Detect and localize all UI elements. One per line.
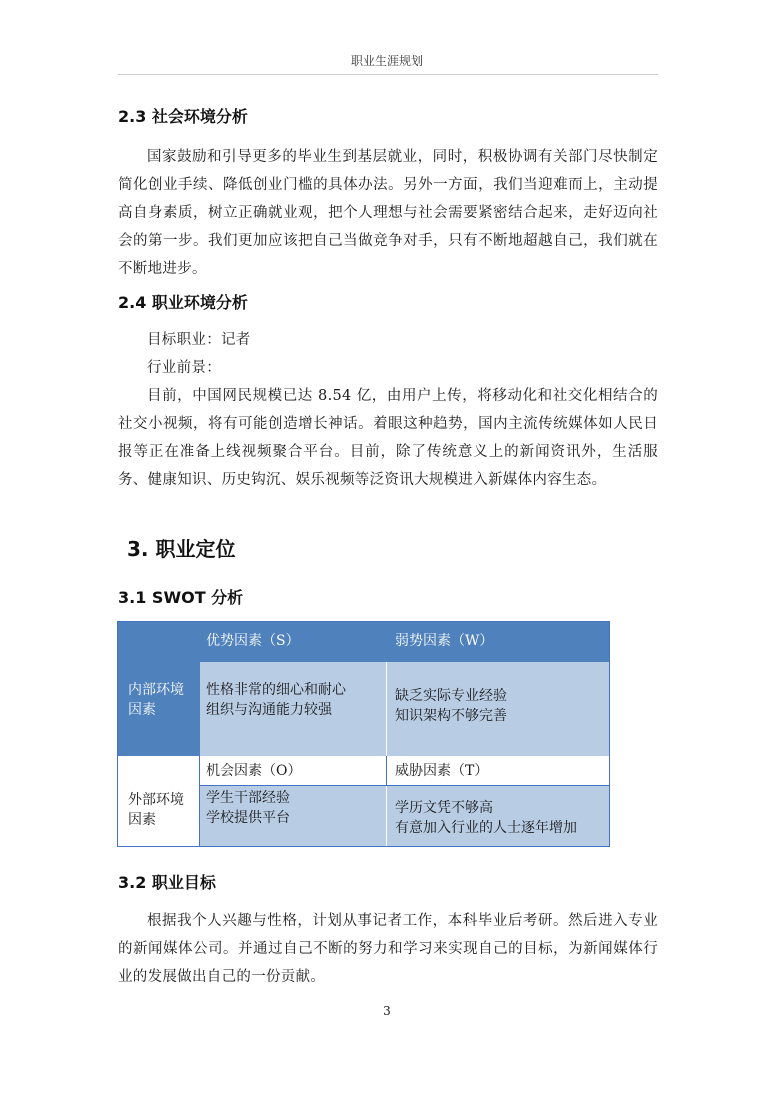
threat-item: 学历文凭不够高 (395, 800, 493, 816)
strength-item: 组织与沟通能力较强 (206, 702, 332, 718)
page-header: 职业生涯规划 (350, 54, 423, 68)
target-job-line: 目标职业：记者 (147, 332, 251, 348)
weaknesses-cell (387, 662, 609, 756)
external-label: 外部环境因素 (128, 792, 184, 828)
weakness-item: 缺乏实际专业经验 (395, 688, 507, 704)
weaknesses-header: 弱势因素（W） (387, 622, 609, 662)
opportunity-item: 学生干部经验 (206, 790, 290, 806)
chapter-heading-3: 3. 职业定位 (127, 537, 236, 561)
strength-item: 性格非常的细心和耐心 (206, 682, 346, 698)
external-label-cell (118, 756, 200, 846)
section-heading-2-3: 2.3 社会环境分析 (118, 107, 248, 126)
threats-cell (387, 786, 609, 846)
page-number: 3 (383, 1004, 391, 1018)
strengths-cell (200, 662, 387, 756)
section-heading-3-1: 3.1 SWOT 分析 (118, 588, 244, 607)
header-divider (118, 74, 658, 75)
internal-label: 内部环境因素 (128, 682, 184, 718)
section-2-3-paragraph: 国家鼓励和引导更多的毕业生到基层就业，同时，积极协调有关部门尽快制定简化创业手续、降低创业门槛的具体办法。另外一方面，我们当迎难而上，主动提高自身素质，树立正确就业观，把个人理想与社会需要紧密结合起来，走好迈向社会的第一步。我们更加应该把自己当做竞争对手，只有不断地超越自己，我们就在不断地进步。 (118, 149, 658, 277)
weakness-item: 知识架构不够完善 (395, 708, 507, 724)
threats-header: 威胁因素（T） (387, 756, 609, 786)
opportunities-cell (200, 786, 387, 846)
opportunities-header: 机会因素（O） (200, 756, 387, 786)
opportunity-item: 学校提供平台 (206, 810, 290, 826)
section-2-4-paragraph: 目前，中国网民规模已达 8.54 亿，由用户上传，将移动化和社交化相结合的社交小视频，将有可能创造增长神话。着眼这种趋势，国内主流传统媒体如人民日报等正在准备上线视频聚合平台。目前，除了传统意义上的新闻资讯外，生活服务、健康知识、历史钩沉、娱乐视频等泛资讯大规模进入新媒体内容生态。 (118, 388, 658, 488)
threat-item: 有意加入行业的人士逐年增加 (395, 820, 577, 836)
swot-table (117, 621, 610, 847)
section-heading-3-2: 3.2 职业目标 (118, 873, 216, 892)
strengths-header: 优势因素（S） (200, 622, 387, 662)
section-3-2-paragraph: 根据我个人兴趣与性格，计划从事记者工作，本科毕业后考研。然后进入专业的新闻媒体公司。并通过自己不断的努力和学习来实现自己的目标，为新闻媒体行业的发展做出自己的一份贡献。 (118, 913, 658, 985)
section-heading-2-4: 2.4 职业环境分析 (118, 293, 248, 312)
prospect-label: 行业前景： (147, 360, 221, 376)
internal-label-cell (118, 622, 200, 756)
